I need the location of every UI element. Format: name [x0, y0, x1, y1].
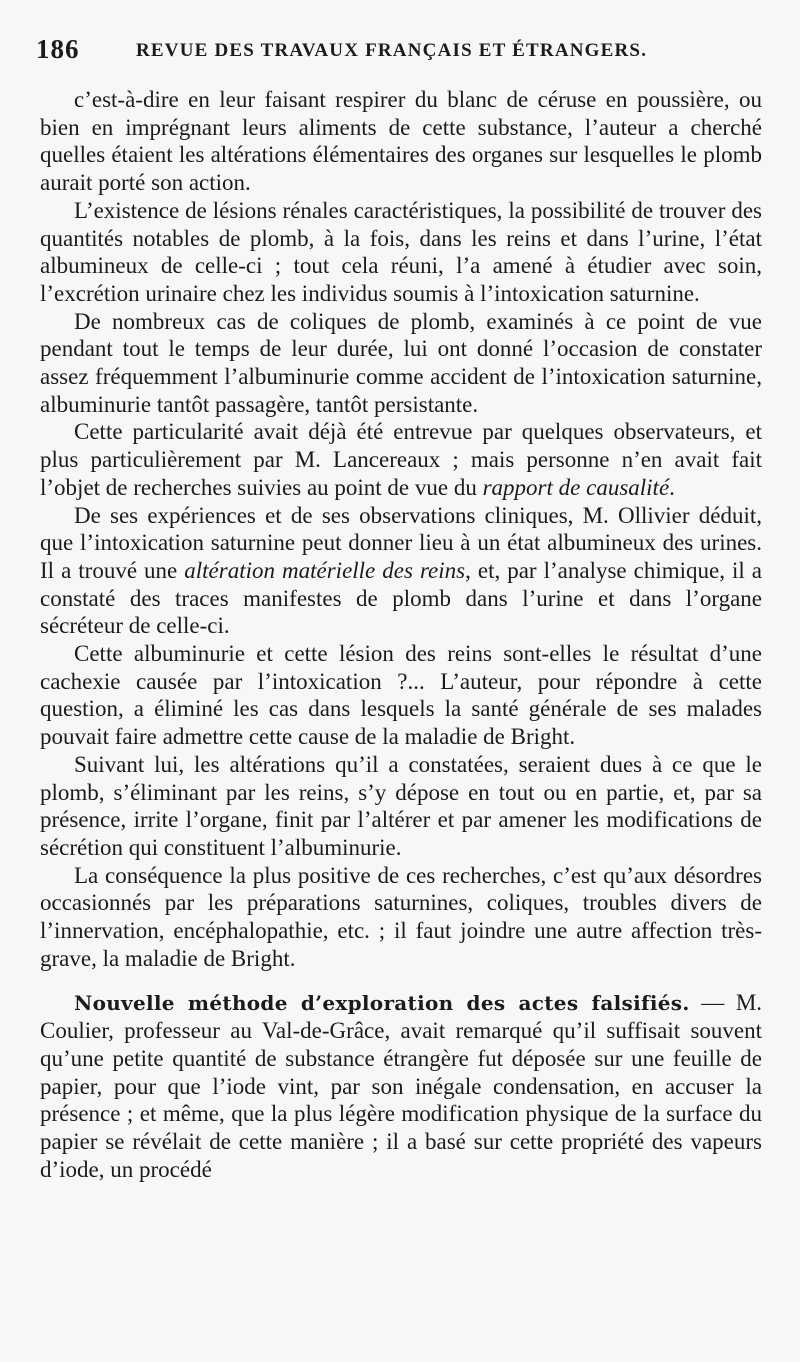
paragraph: Suivant lui, les altérations qu’il a constatées, seraient dues à ce que le plomb, s’éliminant par les reins, s’y dépose en tout ou en partie, et, par sa présence, irrite l’organe, finit par l’altérer et par amener les modifications de sécrétion qui constituent l’albuminurie. [40, 751, 762, 860]
page-header [36, 34, 756, 74]
paragraph [40, 418, 762, 501]
running-title: REVUE DES TRAVAUX FRANÇAIS ET ÉTRANGERS. [136, 40, 648, 61]
page-number: 186 [36, 34, 80, 64]
paragraph: c’est-à-dire en leur faisant respirer du blanc de céruse en poussière, ou bien en imprégnant leurs aliments de cette substance, l’auteur a cherché quelles étaient les altérations élémentaires des organes sur lesquelles le plomb aurait porté son action. [40, 87, 762, 196]
paragraph-text: De ses expériences et de ses observations cliniques, M. Ollivier déduit, que l’intoxication saturnine peut donner lieu à un état albumineux des urines. Il a trouvé une [40, 502, 762, 583]
section-text: M. Coulier, professeur au Val-de-Grâce, avait remarqué qu’il suffisait souvent qu’une petite quantité de substance étrangère fut déposée sur une feuille de papier, pour que l’iode vint, par son inégale condensation, en accuser la présence ; et même, que la plus légère modification physique de la surface du papier se révélait de cette manière ; il a basé sur cette propriété des vapeurs d’iode, un procédé [40, 989, 763, 1182]
paragraph-text: Cette particularité avait déjà été entrevue par quelques observateurs, et plus particulièrement par M. Lancereaux ; mais personne n’en avait fait l’objet de recherches suivies au point de vue du [40, 419, 762, 500]
section-dash: — [689, 989, 736, 1015]
paragraph-text: . [669, 474, 675, 500]
paragraph: La conséquence la plus positive de ces recherches, c’est qu’aux désordres occasionnés par les préparations saturnines, coliques, troubles divers de l’innervation, encéphalopathie, etc. ; il faut joindre une autre affection très-grave, la maladie de Bright. [40, 862, 762, 971]
body-text [40, 86, 762, 1183]
paragraph [40, 502, 762, 641]
section-paragraph [40, 989, 762, 1184]
section-heading: Nouvelle méthode d’exploration des actes falsifiés. [74, 990, 690, 1015]
paragraph: Cette albuminurie et cette lésion des reins sont-elles le résultat d’une cachexie causée par l’intoxication ?... L’auteur, pour répondre à cette question, a éliminé les cas dans lesquels la santé générale de ses malades pouvait faire admettre cette cause de la maladie de Bright. [40, 641, 762, 750]
italic-phrase: rapport de causalité [482, 474, 670, 500]
italic-phrase: altération matérielle des reins [184, 557, 466, 583]
paragraph: De nombreux cas de coliques de plomb, examinés à ce point de vue pendant tout le temps de leur durée, lui ont donné l’occasion de constater assez fréquemment l’albuminurie comme accident de l’intoxication saturnine, albuminurie tantôt passagère, tantôt persistante. [40, 308, 762, 417]
paragraph: L’existence de lésions rénales caractéristiques, la possibilité de trouver des quantités notables de plomb, à la fois, dans les reins et dans l’urine, l’état albumineux de celle-ci ; tout cela réuni, l’a amené à étudier avec soin, l’excrétion urinaire chez les individus soumis à l’intoxication saturnine. [40, 197, 762, 306]
paragraph-text: , et, par l’analyse chimique, il a constaté des traces manifestes de plomb dans l’urine et dans l’organe sécréteur de celle-ci. [40, 557, 762, 639]
